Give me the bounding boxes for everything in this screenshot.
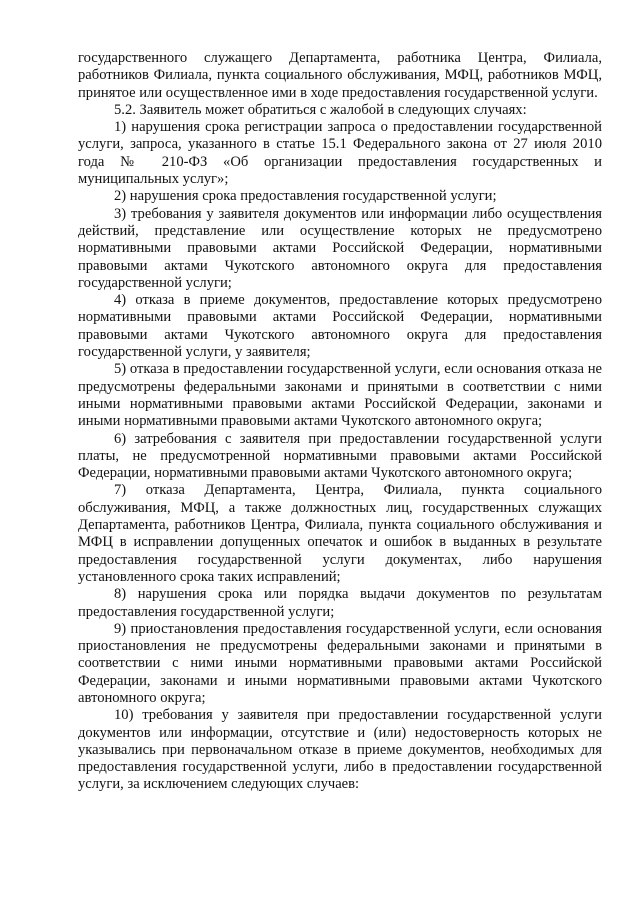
paragraph-item-9: 9) приостановления предоставления государственной услуги, если основания приостановления не предусмотрены федеральными законами и принятыми в соответствии с ними иными нормативными правовыми актами Российской Федерации, законами и иными нормативными правовыми актами Чукотского автономного округа; [78,620,602,706]
paragraph-item-2: 2) нарушения срока предоставления государственной услуги; [114,188,497,205]
paragraph-item-7: 7) отказа Департамента, Центра, Филиала, пункта социального обслуживания, МФЦ, а также должностных лиц, государственных служащих Департамента, работников Центра, Филиала, пункта социального обслуживания и МФЦ в исправлении допущенных опечаток и ошибок в выданных в результате предоставления государственной услуги документах, либо нарушения установленного срока таких исправлений; [78,482,602,585]
paragraph-item-10: 10) требования у заявителя при предоставлении государственной услуги документов или информации, отсутствие и (или) недостоверность которых не указывались при первоначальном отказе в приеме документов, необходимых для предоставления государственной услуги, либо в предоставлении государственной услуги, за исключением следующих случаев: [78,707,602,793]
paragraph-item-4: 4) отказа в приеме документов, предоставление которых предусмотрено нормативными правовыми актами Российской Федерации, нормативными правовыми актами Чукотского автономного округа для предоставления государственной услуги, у заявителя; [78,292,602,361]
document-page [78,50,602,794]
paragraph-item-1: 1) нарушения срока регистрации запроса о предоставлении государственной услуги, запроса, указанного в статье 15.1 Федерального закона от 27 июля 2010 года № 210-ФЗ «Об организации предоставления государственных и муниципальных услуг»; [78,119,602,188]
paragraph-item-3: 3) требования у заявителя документов или информации либо осуществления действий, представление или осуществление которых не предусмотрено нормативными правовыми актами Российской Федерации, нормативными правовыми актами Чукотского автономного округа для предоставления государственной услуги; [78,205,602,291]
paragraph-item-6: 6) затребования с заявителя при предоставлении государственной услуги платы, не предусмотренной нормативными правовыми актами Российской Федерации, нормативными правовыми актами Чукотского автономного округа; [78,430,602,482]
paragraph-item-5: 5) отказа в предоставлении государственной услуги, если основания отказа не предусмотрены федеральными законами и принятыми в соответствии с ними иными нормативными правовыми актами Российской Федерации, законами и иными нормативными правовыми актами Чукотского автономного округа; [78,361,602,430]
paragraph-clause-5-2: 5.2. Заявитель может обратиться с жалобой в следующих случаях: [114,101,527,118]
paragraph-continuation: государственного служащего Департамента, работника Центра, Филиала, работников Филиала, пункта социального обслуживания, МФЦ, работников МФЦ, принятое или осуществленное ими в ходе предоставления государственной услуги. [78,50,602,101]
paragraph-item-8: 8) нарушения срока или порядка выдачи документов по результатам предоставления государственной услуги; [78,586,602,620]
